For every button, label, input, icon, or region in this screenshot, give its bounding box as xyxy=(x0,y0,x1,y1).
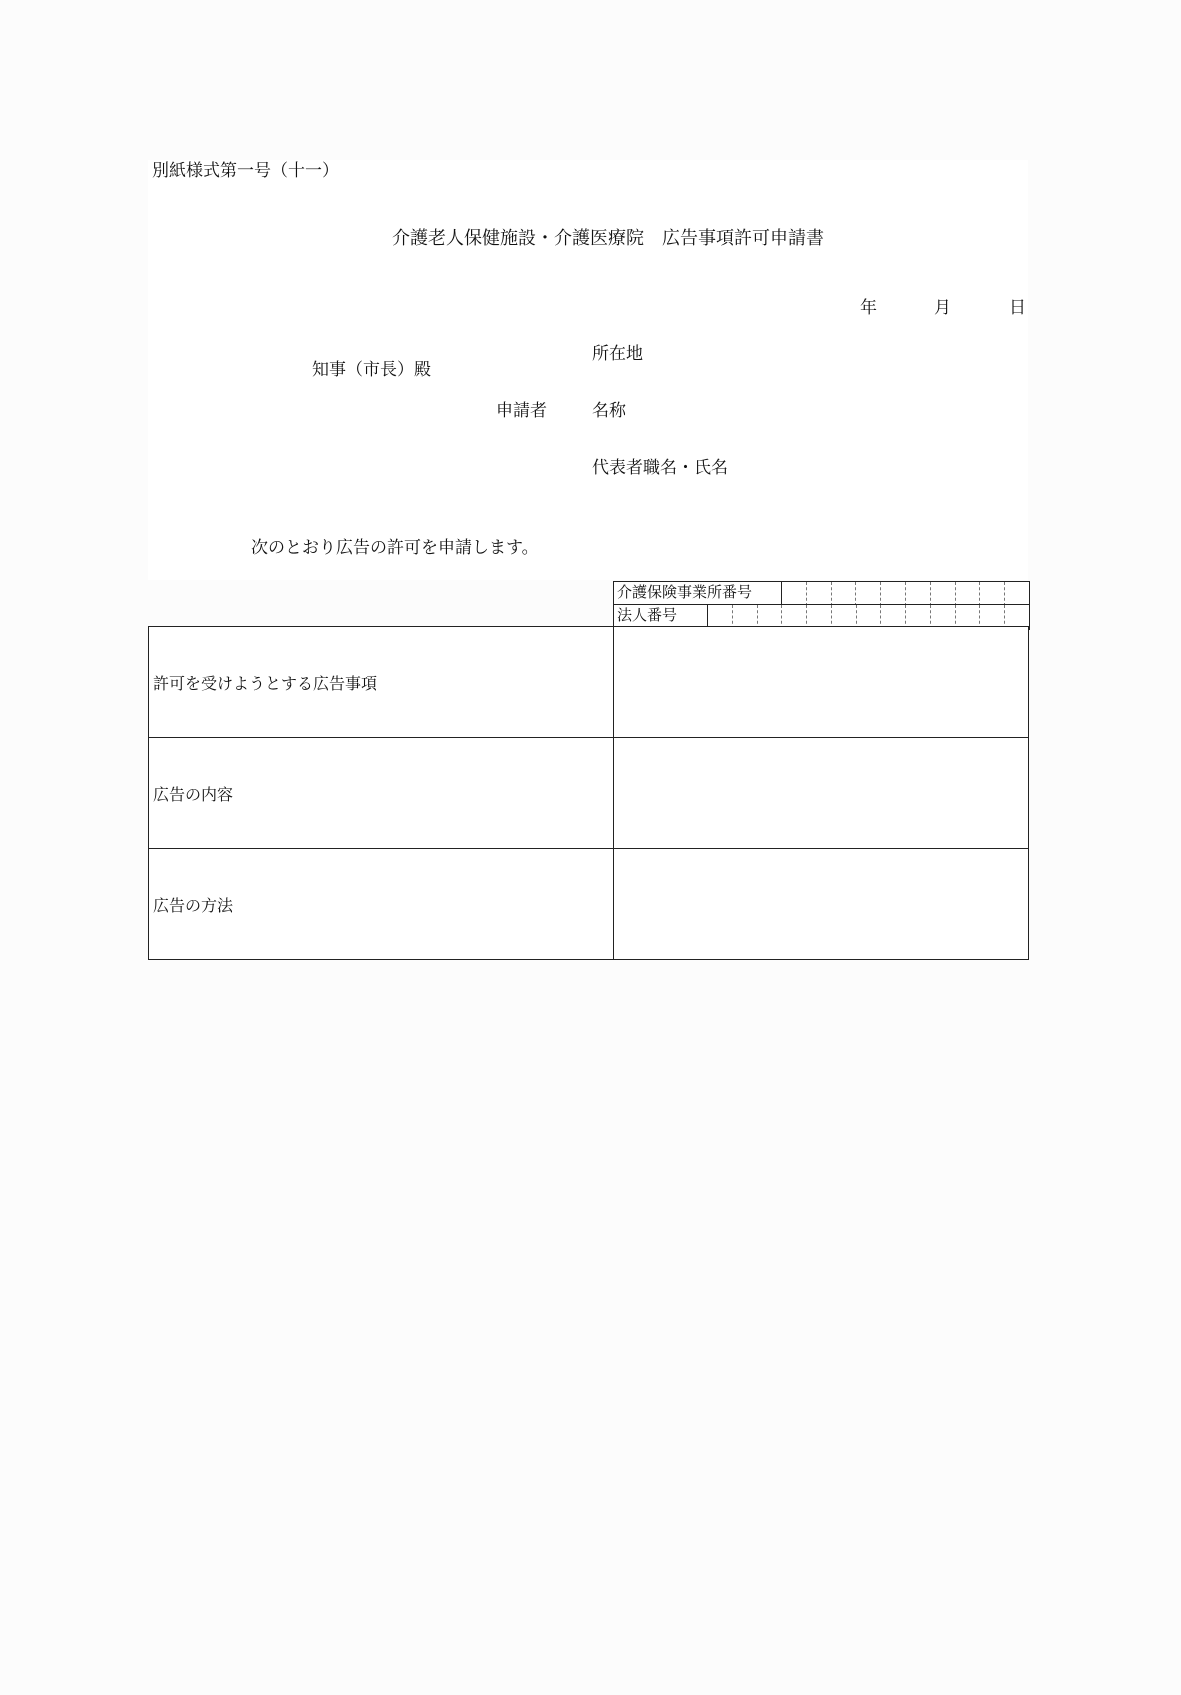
date-day-label: 日 xyxy=(1009,298,1026,318)
care-insurance-number-digit-cell xyxy=(807,582,832,606)
table-row xyxy=(149,849,1029,960)
row-label-advertising-method: 広告の方法 xyxy=(149,849,614,960)
form-title: 介護老人保健施設・介護医療院 広告事項許可申請書 xyxy=(392,228,824,249)
table-row xyxy=(149,627,1029,738)
care-insurance-number-digit-cell xyxy=(832,582,857,606)
application-statement: 次のとおり広告の許可を申請します。 xyxy=(251,538,539,558)
table-row xyxy=(149,738,1029,849)
applicant-label: 申請者 xyxy=(496,401,547,421)
date-month-label: 月 xyxy=(934,298,951,318)
form-sheet xyxy=(148,160,1028,580)
row-value-advertising-item xyxy=(614,627,1029,738)
care-insurance-number-digit-cell xyxy=(906,582,931,606)
care-insurance-number-digit-cell xyxy=(956,582,981,606)
row-label-advertising-content: 広告の内容 xyxy=(149,738,614,849)
care-insurance-number-digit-cell xyxy=(980,582,1005,606)
care-insurance-number-digit-cell xyxy=(782,582,807,606)
care-insurance-number-digit-cell xyxy=(856,582,881,606)
care-insurance-number-cells xyxy=(782,582,1029,606)
name-label: 名称 xyxy=(592,401,626,421)
row-value-advertising-method xyxy=(614,849,1029,960)
care-insurance-number-digit-cell xyxy=(1005,582,1029,606)
addressee: 知事（市長）殿 xyxy=(312,360,431,380)
care-insurance-number-label: 介護保険事業所番号 xyxy=(614,582,782,606)
row-label-advertising-item: 許可を受けようとする広告事項 xyxy=(149,627,614,738)
location-label: 所在地 xyxy=(592,344,643,364)
date-year-label: 年 xyxy=(860,298,877,318)
advertisement-table xyxy=(148,626,1029,960)
row-value-advertising-content xyxy=(614,738,1029,849)
care-insurance-number-digit-cell xyxy=(931,582,956,606)
corporate-number-label: 法人番号 xyxy=(614,605,708,629)
form-number: 別紙様式第一号（十一） xyxy=(152,161,339,181)
representative-label: 代表者職名・氏名 xyxy=(592,458,728,478)
care-insurance-number-digit-cell xyxy=(881,582,906,606)
